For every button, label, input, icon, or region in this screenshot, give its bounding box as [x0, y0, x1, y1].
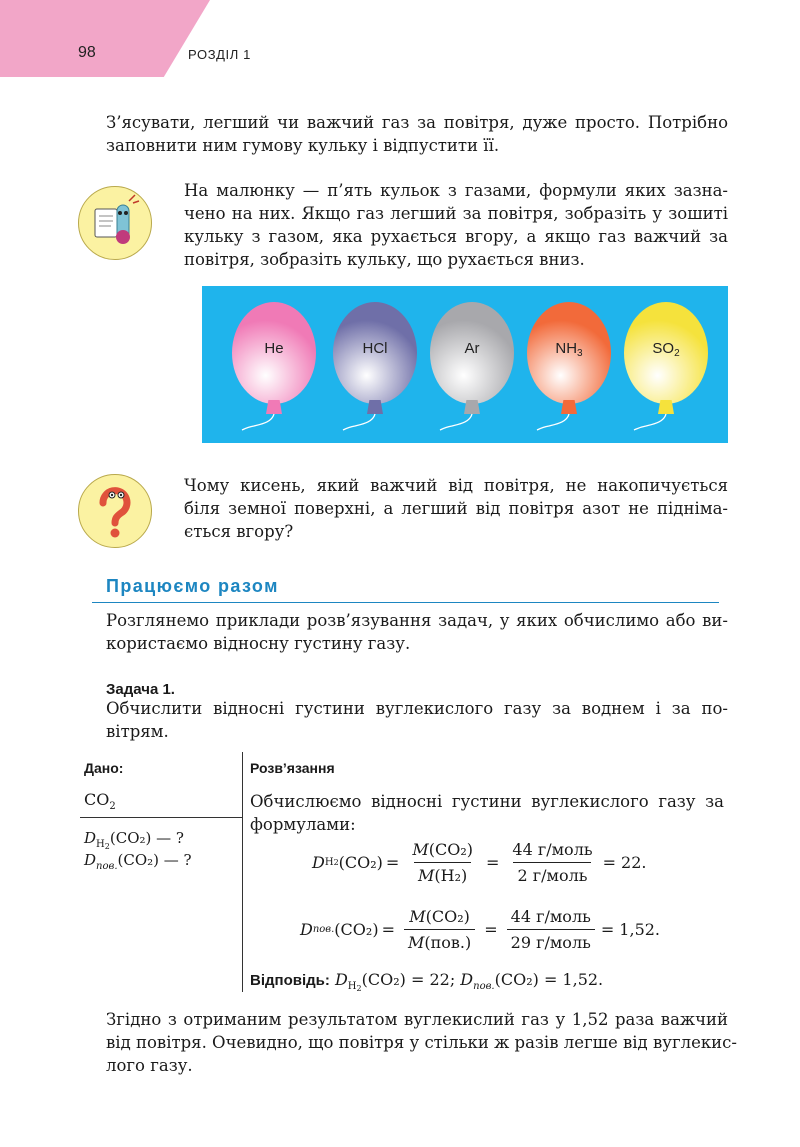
section-divider	[92, 602, 719, 603]
intro-paragraph	[106, 111, 728, 157]
page-number: 98	[78, 44, 96, 61]
table-horizontal-rule	[80, 817, 242, 818]
balloon-label: Ar	[464, 340, 480, 357]
section-intro-paragraph	[106, 609, 728, 655]
task-paragraph	[106, 697, 728, 743]
solution-paragraph	[250, 790, 724, 836]
balloon	[624, 302, 708, 434]
activity-line: кульку з газом, яка рухається вгору, а якщо газ важчий за	[184, 227, 728, 246]
activity-line: чено на них. Якщо газ легший за повітря, зобразіть у зошиті	[184, 204, 728, 223]
conclusion-line: Згідно з отриманим результатом вуглекислий газ у 1,52 раза важчий	[106, 1010, 728, 1029]
balloon-label: He	[264, 340, 284, 357]
intro-line: З’ясувати, легший чи важчий газ за повітря, дуже просто. Потрібно	[106, 113, 728, 132]
balloon-string	[430, 412, 514, 442]
balloon	[232, 302, 316, 434]
solution-line: формулами:	[250, 815, 356, 834]
balloon	[333, 302, 417, 434]
conclusion-line: лого газу.	[106, 1056, 193, 1075]
balloon-string	[232, 412, 316, 442]
formula-air-density: D пов. (CO₂) = $\frac{\text{M(CO₂)}}{\text{M(пов.)}}$ = $\frac{\text{44 г/моль}}{\text{29 г/моль}}$ = 1,52.	[300, 907, 661, 952]
given-heading: Дано:	[84, 760, 124, 776]
question-paragraph	[184, 474, 728, 543]
task-line: Обчислити відносні густини вуглекислого газу за воднем і за по-	[106, 699, 728, 718]
balloon	[430, 302, 514, 434]
question-mark-character-icon	[78, 474, 152, 548]
balloon-string	[624, 412, 708, 442]
balloon-string	[333, 412, 417, 442]
activity-paragraph	[184, 179, 728, 271]
find-air-density: $D_{пов.}(CO_2)$ — ?	[84, 851, 192, 872]
activity-line: повітря, зобразіть кульку, що рухається вниз.	[184, 250, 585, 269]
question-line: ється вгору?	[184, 522, 294, 541]
given-value: $CO_2$	[84, 790, 116, 812]
balloon-label: $SO_2$	[652, 340, 680, 359]
conclusion-line: від повітря. Очевидно, що повітря у стільки ж разів легше від вуглекис-	[106, 1033, 737, 1052]
solution-heading: Розв’язання	[250, 760, 335, 776]
balloon-string	[527, 412, 611, 442]
balloon-label: HCl	[362, 340, 388, 357]
find-hydrogen-density: $D_{H2}(CO_2)$ — ?	[84, 829, 184, 851]
section-label: РОЗДІЛ 1	[188, 47, 251, 62]
activity-line: На малюнку — п’ять кульок з газами, формули яких зазна-	[184, 181, 728, 200]
section-intro-line: користаємо відносну густину газу.	[106, 634, 411, 653]
section-title: Працюємо разом	[106, 576, 279, 596]
header-tab-shape	[0, 0, 210, 77]
section-intro-line: Розглянемо приклади розв’язування задач, у яких обчислимо або ви-	[106, 611, 728, 630]
intro-line: заповнити ним гумову кульку і відпустити її.	[106, 136, 500, 155]
question-line: Чому кисень, який важчий від повітря, не накопичується	[184, 476, 728, 495]
conclusion-paragraph	[106, 1008, 737, 1077]
scientist-notepad-icon	[78, 186, 152, 260]
answer-line: Відповідь: $D_{H2}(CO_2) = 22$; $D_{пов.}(CO_2) = 1,52$.	[250, 970, 604, 993]
solution-line: Обчислюємо відносні густини вуглекислого газу за	[250, 792, 724, 811]
balloon	[527, 302, 611, 434]
balloon-label: $NH_3$	[555, 340, 583, 359]
formula-hydrogen-density: D H 2 (CO₂) = $\frac{\text{M(CO₂)}}{\text{M(H₂)}}$ = $\frac{\text{44 г/моль}}{\text{2 г/моль}}$ = 22.	[312, 840, 647, 885]
question-line: біля земної поверхні, а легший від повітря азот не підніма-	[184, 499, 728, 518]
table-vertical-rule	[242, 752, 243, 992]
task-line: вітрям.	[106, 722, 169, 741]
task-title: Задача 1.	[106, 681, 175, 698]
balloon-illustration	[202, 286, 728, 443]
